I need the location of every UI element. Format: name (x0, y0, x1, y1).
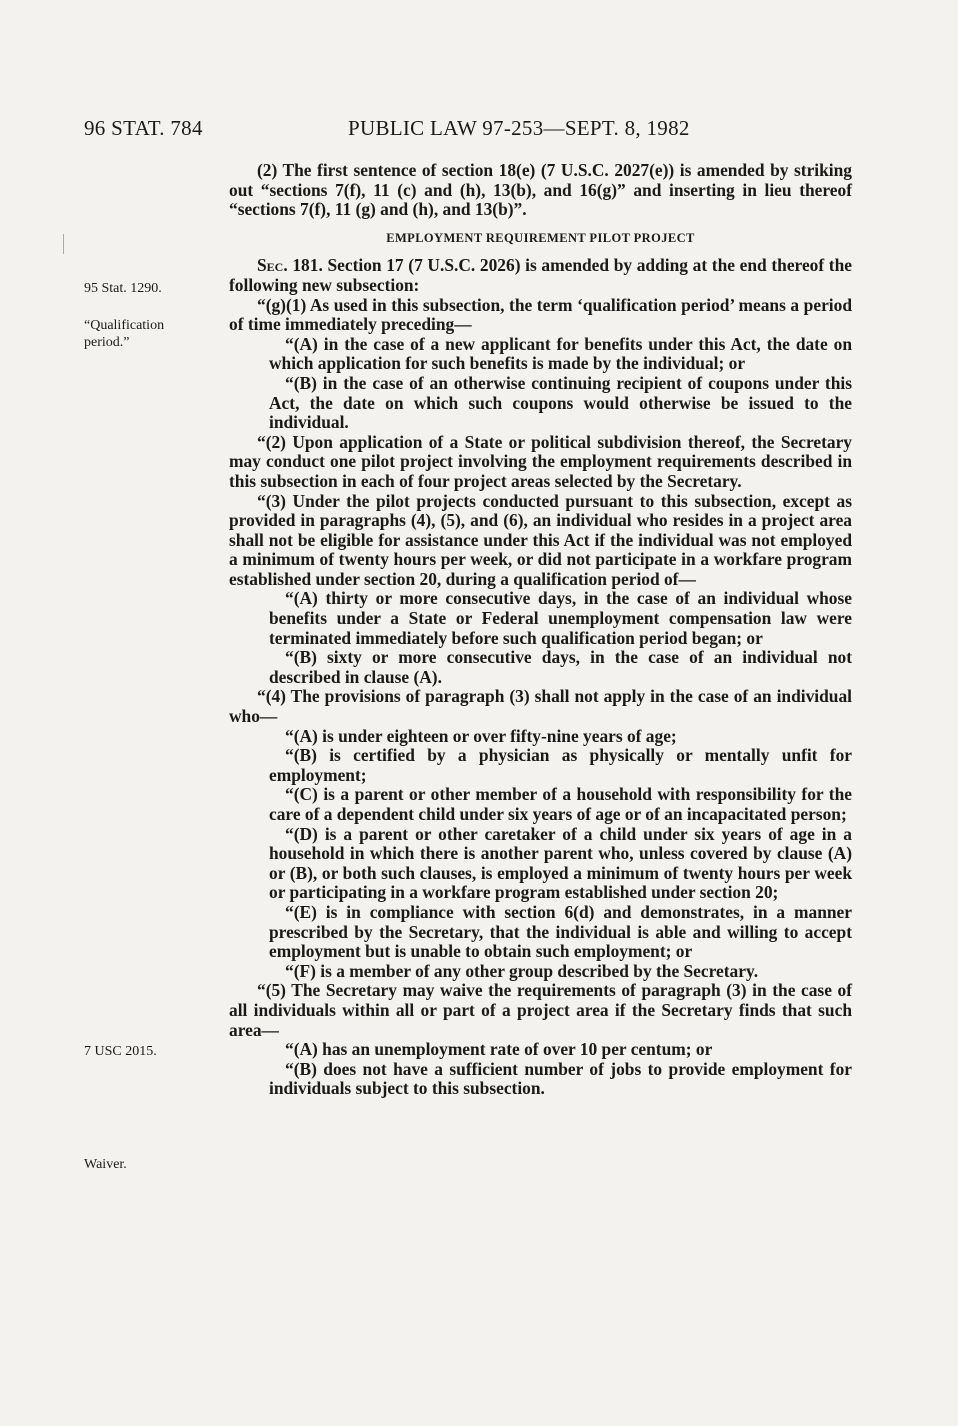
clause-g1-a: “(A) in the case of a new applicant for benefits under this Act, the date on which application for such benefits is made by the individual; or (269, 333, 852, 374)
paragraph-g4: “(4) The provisions of paragraph (3) shall not apply in the case of an individual who— (229, 686, 852, 727)
page-title: PUBLIC LAW 97-253—SEPT. 8, 1982 (348, 116, 690, 140)
clause-g5-a: “(A) has an unemployment rate of over 10 per centum; or (285, 1039, 713, 1060)
document-body (229, 161, 852, 1099)
section-181-intro (229, 256, 852, 295)
clause-g1-b: “(B) in the case of an otherwise continuing recipient of coupons under this Act, the date on which such coupons would otherwise be issued to the individual. (269, 372, 852, 433)
margin-mark (63, 234, 64, 254)
section-intro-text: Section 17 (7 U.S.C. 2026) is amended by adding at the end thereof the following new subsection: (229, 255, 852, 295)
margin-note-stat-ref: 95 Stat. 1290. (84, 281, 162, 296)
clause-g3-a: “(A) thirty or more consecutive days, in the case of an individual whose benefits under a State or Federal unemployment compensation law were terminated immediately before such qualification period began; or (269, 588, 852, 648)
margin-note-usc-ref: 7 USC 2015. (84, 1044, 157, 1059)
clause-g4-b: “(B) is certified by a physician as physically or mentally unfit for employment; (269, 745, 852, 785)
paragraph-g2: “(2) Upon application of a State or political subdivision thereof, the Secretary may conduct one pilot project involving the employment requirements described in this subsection in each of four project areas selected by the Secretary. (229, 431, 852, 491)
margin-note-waiver: Waiver. (84, 1157, 127, 1172)
paragraph-g3: “(3) Under the pilot projects conducted pursuant to this subsection, except as provided in paragraphs (4), (5), and (6), an individual who resides in a project area shall not be eligible for assistance under this Act if the individual was not employed a minimum of twenty hours per week, or did not participate in a workfare program established under section 20, during a qualification period of— (229, 490, 852, 589)
clause-g4-c: “(C) is a parent or other member of a household with responsibility for the care of a dependent child under six years of age or of an incapacitated person; (269, 784, 852, 824)
margin-note-qualification-line1: “Qualification (84, 318, 165, 333)
clause-g4-f: “(F) is a member of any other group described by the Secretary. (285, 960, 759, 981)
clause-g5-b: “(B) does not have a sufficient number of jobs to provide employment for individuals subject to this subsection. (269, 1058, 852, 1099)
section-heading: EMPLOYMENT REQUIREMENT PILOT PROJECT (386, 230, 695, 245)
section-label: Sec. 181. (257, 255, 323, 276)
margin-note-qualification (84, 317, 204, 351)
clause-g4-e: “(E) is in compliance with section 6(d) and demonstrates, in a manner prescribed by the Secretary, that the individual is able and willing to accept employment but is unable to obtain such employment; or (269, 901, 852, 962)
subsection-g1: “(g)(1) As used in this subsection, the term ‘qualification period’ means a period of time immediately preceding— (229, 294, 852, 335)
paragraph-2: (2) The first sentence of section 18(e) (7 U.S.C. 2027(e)) is amended by striking out “sections 7(f), 11 (c) and (h), 13(b), and 16(g)” and inserting in lieu thereof “sections 7(f), 11 (g) and (h), and 13(b)”. (229, 160, 852, 220)
margin-note-qualification-line2: period.” (84, 335, 130, 350)
clause-g4-d: “(D) is a parent or other caretaker of a child under six years of age in a household in which there is another parent who, unless covered by clause (A) or (B), or both such clauses, is employed a minimum of twenty hours per week or participating in a workfare program established under section 20; (269, 823, 852, 903)
clause-g3-b: “(B) sixty or more consecutive days, in the case of an individual not described in clause (A). (269, 647, 852, 687)
paragraph-g5: “(5) The Secretary may waive the requirements of paragraph (3) in the case of all individuals within all or part of a project area if the Secretary finds that such area— (229, 980, 852, 1040)
stat-page-number: 96 STAT. 784 (84, 116, 203, 140)
clause-g4-a: “(A) is under eighteen or over fifty-nine years of age; (285, 725, 677, 746)
